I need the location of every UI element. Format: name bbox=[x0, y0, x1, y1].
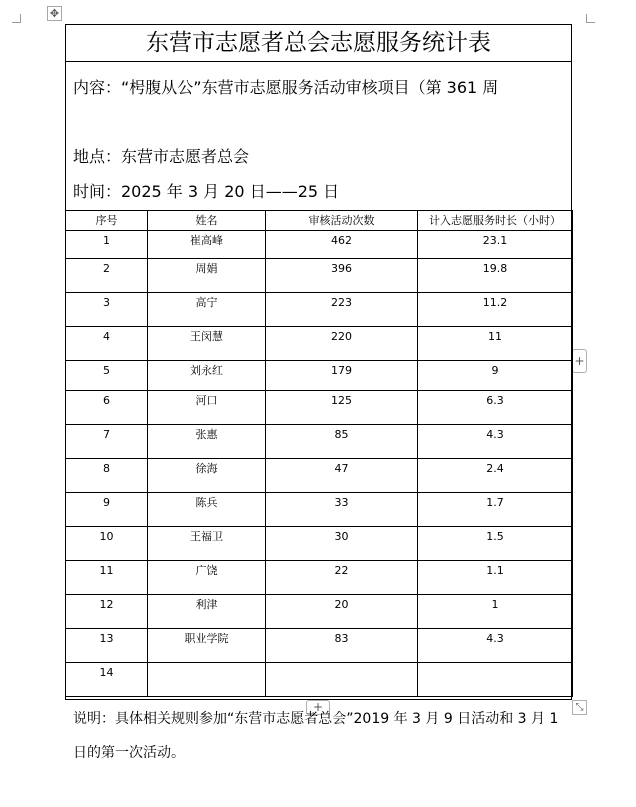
cell-no[interactable]: 2 bbox=[66, 259, 148, 293]
page-corner-mark-top-left bbox=[12, 14, 21, 23]
cell-name[interactable]: 利津 bbox=[148, 595, 266, 629]
note-text: 说明：具体相关规则参加“东营市志愿者总会”2019 年 3 月 9 日活动和 3 月 1 日的第一次活动。 bbox=[73, 711, 559, 761]
header-hours: 计入志愿服务时长（小时） bbox=[418, 211, 573, 231]
cell-count[interactable]: 30 bbox=[266, 527, 418, 561]
cell-count[interactable] bbox=[266, 663, 418, 697]
cell-name[interactable]: 高宁 bbox=[148, 293, 266, 327]
cell-hours[interactable]: 2.4 bbox=[418, 459, 573, 493]
table-row bbox=[66, 361, 573, 391]
volunteer-stats-table bbox=[65, 210, 573, 697]
cell-count[interactable]: 83 bbox=[266, 629, 418, 663]
cell-name[interactable]: 河口 bbox=[148, 391, 266, 425]
cell-no[interactable]: 7 bbox=[66, 425, 148, 459]
cell-no[interactable]: 4 bbox=[66, 327, 148, 361]
cell-hours[interactable]: 9 bbox=[418, 361, 573, 391]
cell-no[interactable]: 13 bbox=[66, 629, 148, 663]
cell-count[interactable]: 396 bbox=[266, 259, 418, 293]
cell-name[interactable]: 陈兵 bbox=[148, 493, 266, 527]
cell-no[interactable]: 11 bbox=[66, 561, 148, 595]
cell-hours[interactable]: 23.1 bbox=[418, 231, 573, 259]
cell-no[interactable]: 1 bbox=[66, 231, 148, 259]
cell-no[interactable]: 5 bbox=[66, 361, 148, 391]
table-row bbox=[66, 527, 573, 561]
cell-count[interactable]: 47 bbox=[266, 459, 418, 493]
content-line: 内容：“枵腹从公”东营市志愿服务活动审核项目（第 361 周 bbox=[73, 78, 499, 97]
header-count: 审核活动次数 bbox=[266, 211, 418, 231]
cell-hours[interactable]: 1.1 bbox=[418, 561, 573, 595]
form-frame bbox=[65, 24, 572, 700]
table-row bbox=[66, 595, 573, 629]
location-line: 地点：东营市志愿者总会 bbox=[73, 147, 250, 166]
add-row-plus-icon[interactable]: + bbox=[306, 700, 330, 715]
cell-name[interactable]: 徐海 bbox=[148, 459, 266, 493]
cell-name[interactable]: 周娟 bbox=[148, 259, 266, 293]
table-row bbox=[66, 231, 573, 259]
cell-no[interactable]: 14 bbox=[66, 663, 148, 697]
cell-no[interactable]: 12 bbox=[66, 595, 148, 629]
cell-hours[interactable]: 1 bbox=[418, 595, 573, 629]
cell-name[interactable]: 崔高峰 bbox=[148, 231, 266, 259]
table-row bbox=[66, 629, 573, 663]
cell-no[interactable]: 6 bbox=[66, 391, 148, 425]
cell-count[interactable]: 33 bbox=[266, 493, 418, 527]
cell-hours[interactable]: 4.3 bbox=[418, 629, 573, 663]
table-row bbox=[66, 561, 573, 595]
cell-no[interactable]: 3 bbox=[66, 293, 148, 327]
cell-count[interactable]: 20 bbox=[266, 595, 418, 629]
cell-hours[interactable]: 1.7 bbox=[418, 493, 573, 527]
table-row bbox=[66, 259, 573, 293]
cell-name[interactable]: 王福卫 bbox=[148, 527, 266, 561]
table-row bbox=[66, 327, 573, 361]
table-move-handle-icon[interactable]: ✥ bbox=[47, 6, 62, 21]
cell-hours[interactable]: 6.3 bbox=[418, 391, 573, 425]
table-row bbox=[66, 663, 573, 697]
cell-name[interactable]: 刘永红 bbox=[148, 361, 266, 391]
form-title: 东营市志愿者总会志愿服务统计表 bbox=[66, 25, 571, 62]
header-name: 姓名 bbox=[148, 211, 266, 231]
cell-count[interactable]: 462 bbox=[266, 231, 418, 259]
cell-count[interactable]: 22 bbox=[266, 561, 418, 595]
cell-count[interactable]: 125 bbox=[266, 391, 418, 425]
cell-count[interactable]: 220 bbox=[266, 327, 418, 361]
cell-name[interactable]: 职业学院 bbox=[148, 629, 266, 663]
table-resize-icon[interactable]: ⤡ bbox=[572, 700, 587, 715]
cell-hours[interactable]: 11 bbox=[418, 327, 573, 361]
table-row bbox=[66, 293, 573, 327]
time-line: 时间：2025 年 3 月 20 日——25 日 bbox=[73, 182, 340, 201]
cell-no[interactable]: 10 bbox=[66, 527, 148, 561]
cell-hours[interactable]: 1.5 bbox=[418, 527, 573, 561]
cell-hours[interactable]: 4.3 bbox=[418, 425, 573, 459]
cell-name[interactable]: 张惠 bbox=[148, 425, 266, 459]
cell-no[interactable]: 9 bbox=[66, 493, 148, 527]
header-no: 序号 bbox=[66, 211, 148, 231]
table-header-row bbox=[66, 211, 573, 231]
table-row bbox=[66, 493, 573, 527]
cell-no[interactable]: 8 bbox=[66, 459, 148, 493]
cell-name[interactable]: 王闵慧 bbox=[148, 327, 266, 361]
cell-hours[interactable]: 11.2 bbox=[418, 293, 573, 327]
table-row bbox=[66, 425, 573, 459]
cell-count[interactable]: 85 bbox=[266, 425, 418, 459]
page-corner-mark-top-right bbox=[586, 14, 595, 23]
cell-count[interactable]: 223 bbox=[266, 293, 418, 327]
cell-hours[interactable] bbox=[418, 663, 573, 697]
add-column-plus-icon[interactable]: + bbox=[572, 349, 587, 373]
table-row bbox=[66, 391, 573, 425]
cell-hours[interactable]: 19.8 bbox=[418, 259, 573, 293]
cell-name[interactable]: 广饶 bbox=[148, 561, 266, 595]
cell-name[interactable] bbox=[148, 663, 266, 697]
cell-count[interactable]: 179 bbox=[266, 361, 418, 391]
table-row bbox=[66, 459, 573, 493]
